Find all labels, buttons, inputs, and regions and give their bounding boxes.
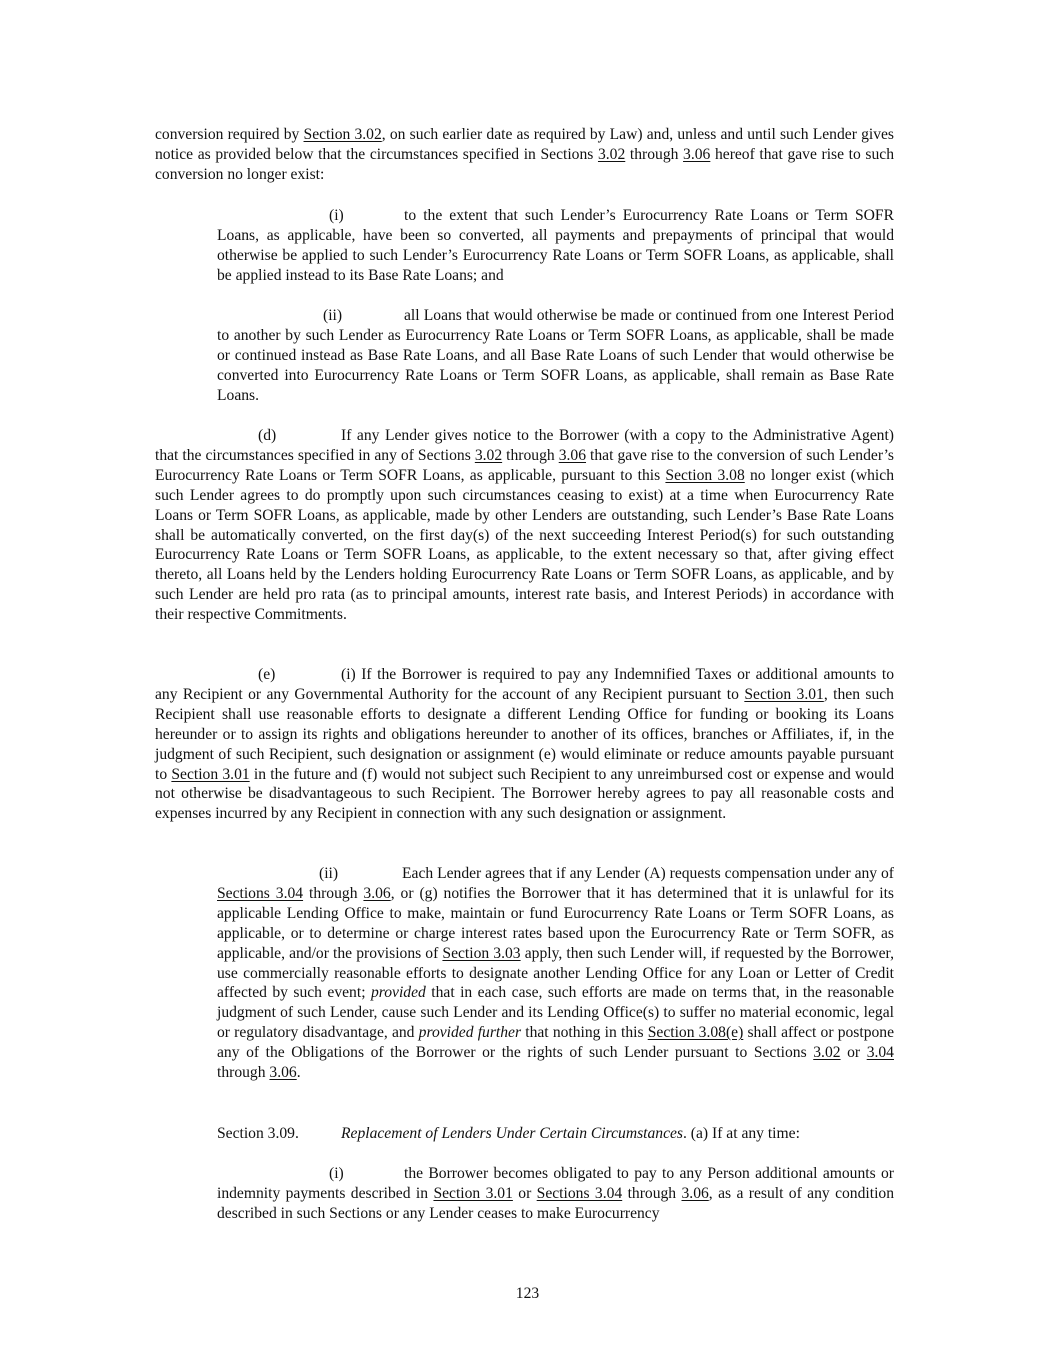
clause-text: to the extent that such Lender’s Eurocurrency Rate Loans or Term SOFR Loans, as applicable, have been so converted, all payments and prepayments of principal that would otherwise be applied to such Lender’s Eurocurrency Rate Loans or Term SOFR Loans, as applicable, shall be applied instead to its Base Rate Loans; and [217,207,894,284]
text: conversion required by [155,126,304,143]
section-ref-link[interactable]: 3.04 [866,1044,894,1062]
text: through [217,1064,270,1082]
clause-e-ii [217,864,894,1083]
section-ref-link[interactable]: Sections 3.04 [536,1184,623,1202]
clause-label: (d) [258,427,277,444]
clause-label: (i) [329,207,344,224]
section-ref-link[interactable]: 3.06 [681,1184,709,1202]
text: apply, then such Lender will, if requested by the Borrower, use commercially reasonable efforts to designate another Lending Office for any Loan or Letter of Credit affected by such event; [217,944,894,1002]
section-ref-link[interactable]: Section 3.08(e) [647,1024,744,1042]
text: . (a) If at any time: [683,1125,800,1142]
italic-term: provided [370,984,426,1002]
text: that gave rise to the conversion of such Lender’s Eurocurrency Rate Loans or Term SOFR Loans, as applicable, pursuant to this [155,446,894,484]
text: the Borrower becomes obligated to pay to any Person additional amounts or indemnity payments described in [217,1165,894,1202]
section-ref-link[interactable]: 3.06 [269,1064,297,1082]
text: hereof that gave rise to such conversion no longer exist: [155,145,894,183]
clause-label: (e) [258,666,276,683]
text: in the future and (f) would not subject such Recipient to any unreimbursed cost or expense and would not otherwise be disadvantageous to such Recipient. The Borrower hereby agrees to pay all reasonable costs and expenses incurred by any Recipient in connection with any such designation or assignment. [155,765,894,823]
text: , or (g) notifies the Borrower that it has determined that it is unlawful for its applicable Lending Office to make, maintain or fund Eurocurrency Rate Loans or Term SOFR Loans, as applicable, or to determine or charge interest rates based upon the Eurocurrency Rate or Term SOFR, as applicable, and/or the provisions of [217,884,894,962]
section-ref-link[interactable]: 3.06 [363,884,391,902]
section-heading [217,1124,800,1144]
section-ref-link[interactable]: 3.02 [474,446,503,464]
section-number: Section 3.09. [217,1125,299,1142]
section-ref-link[interactable]: Sections 3.04 [217,884,304,902]
clause-label: (ii) [323,307,343,324]
clause-label: (ii) [319,865,339,882]
text: , as a result of any condition described in such Sections or any Lender ceases to make Eurocurrency [217,1184,894,1222]
clause-label: (i) [329,1165,344,1182]
paragraph-d [155,426,894,625]
section-ref-link[interactable]: Section 3.03 [442,944,521,962]
section-ref-link[interactable]: 3.06 [683,145,711,163]
section-ref-link[interactable]: Section 3.01 [433,1184,513,1202]
text: shall affect or postpone any of the Obligations of the Borrower or the rights of such Lender pursuant to Sections [217,1024,895,1062]
italic-term: provided further [418,1024,522,1042]
text: (i) If the Borrower is required to pay any Indemnified Taxes or additional amounts to any Recipient or any Governmental Authority for the account of any Recipient pursuant to [155,666,894,703]
text: that nothing in this [521,1024,648,1042]
section-ref-link[interactable]: Section 3.08 [665,466,745,484]
page-number: 123 [515,1285,540,1302]
text: no longer exist (which such Lender agrees to do promptly upon such circumstances ceasing to exist) at a time when Eurocurrency Rate Loans or Term SOFR Loans, as applicable, made by other Lenders are outstanding, such Lender’s Base Rate Loans shall be automatically converted, on the first day(s) of the next succeeding Interest Period(s) for such outstanding Eurocurrency Rate Loans or Term SOFR Loans, as applicable, to the extent necessary so that, after giving effect thereto, all Loans held by the Lenders holding Eurocurrency Rate Loans or Term SOFR Loans, as applicable, and by such Lender are held pro rata (as to principal amounts, interest rate basis, and Interest Periods) in accordance with their respective Commitments. [155,466,894,624]
text: Each Lender agrees that if any Lender (A) requests compensation under any of [402,865,894,882]
section-ref-link[interactable]: 3.02 [813,1044,841,1062]
clause-309-i [217,1164,894,1224]
clause-text: all Loans that would otherwise be made or continued from one Interest Period to another by such Lender as Eurocurrency Rate Loans or Term SOFR Loans, as applicable, shall be made or continued instead as Base Rate Loans, and all Base Rate Loans of such Lender that would otherwise be converted into Eurocurrency Rate Loans or Term SOFR Loans, as applicable, shall remain as Base Rate Loans. [217,307,894,404]
text: that in each case, such efforts are made on terms that, in the reasonable judgment of such Lender, cause such Lender and its Lending Office(s) to suffer no material economic, legal or regulatory disadvantage, and [217,984,894,1042]
section-title: Replacement of Lenders Under Certain Circumstances [341,1125,683,1142]
section-ref-link[interactable]: Section 3.01 [744,685,824,703]
section-ref-link[interactable]: Section 3.02 [303,126,382,143]
text: through [625,145,684,163]
clause-c-i [217,206,894,286]
paragraph-e [155,665,894,824]
text: through [303,884,364,902]
text: , then such Recipient shall use reasonable efforts to designate a different Lending Office for funding or booking its Loans hereunder or to assign its rights and obligations hereunder to another of its offices, branches or Affiliates, if, in the judgment of such Recipient, such designation or assignment (e) would eliminate or reduce amounts payable pursuant to [155,685,894,783]
section-ref-link[interactable]: Section 3.01 [171,765,250,783]
text: , on such earlier date as required by Law) and, unless and until such Lender gives notice as provided below that the circumstances specified in Sections [155,126,894,163]
clause-c-ii [217,306,894,406]
text: . [296,1064,301,1082]
text: or [840,1044,867,1062]
text: If any Lender gives notice to the Borrower (with a copy to the Administrative Agent) that the circumstances specified in any of Sections [155,427,894,464]
text: through [622,1184,682,1202]
section-ref-link[interactable]: 3.02 [597,145,626,163]
section-ref-link[interactable]: 3.06 [558,446,587,464]
text: or [512,1184,537,1202]
text: through [502,446,559,464]
paragraph-intro [155,125,894,185]
